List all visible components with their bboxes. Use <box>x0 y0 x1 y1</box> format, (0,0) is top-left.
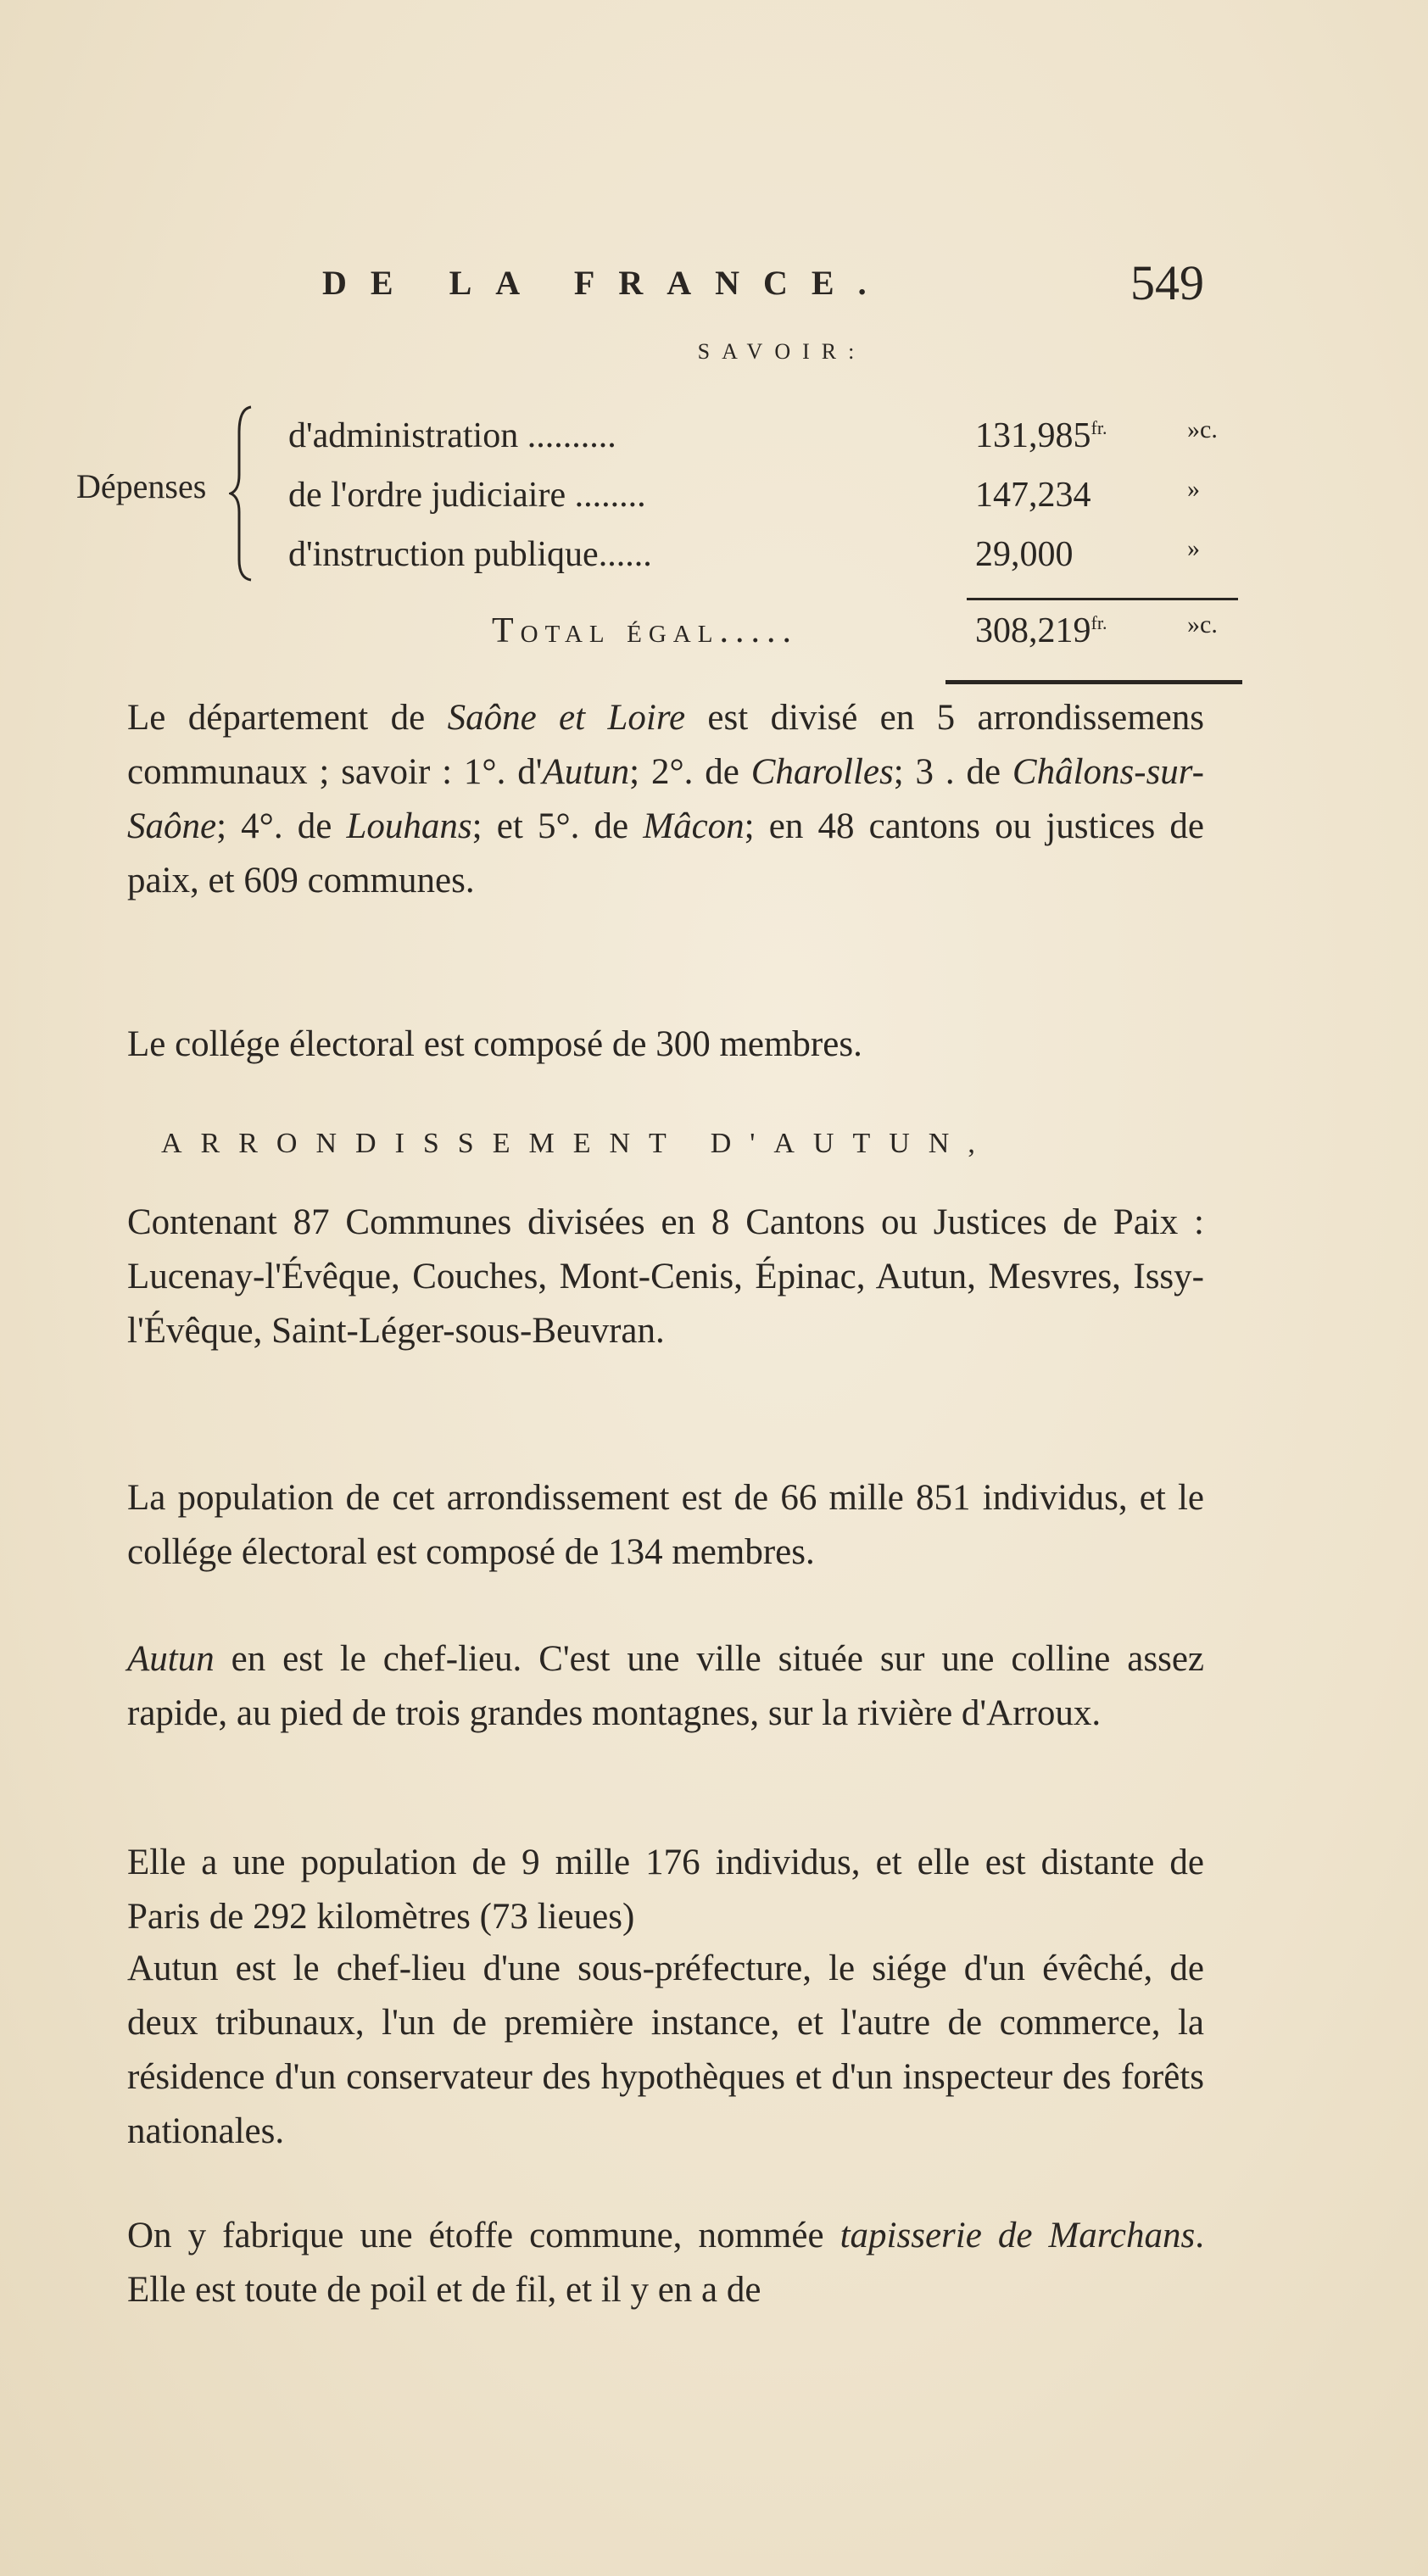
expense-row <box>288 415 1221 466</box>
paragraph-college: Le collége électoral est composé de 300 membres. <box>127 1024 862 1064</box>
expense-row-label: d'instruction publique...... <box>288 535 652 574</box>
expense-row-amount: 29,000 <box>975 535 1074 574</box>
paragraph-sous-prefecture: Autun est le chef-lieu d'une sous-préfecture, le siége d'un évêché, de deux tribunaux, l'un de première instance, et l'autre de commerce, la résidence d'un conservateur des hypothèques et d'un inspecteur des forêts nationales. <box>127 1949 1204 2151</box>
paragraph-fabrique: On y fabrique une étoffe commune, nommée tapisserie de Marchans. Elle est toute de poil et de fil, et il y en a de <box>127 2216 1204 2310</box>
total-row <box>492 611 1255 661</box>
expenses-label: Dépenses <box>76 467 207 505</box>
expense-row-amount: 147,234 <box>975 476 1091 515</box>
expense-row-label: de l'ordre judiciaire ........ <box>288 476 646 515</box>
expense-row-cents: »c. <box>1187 415 1218 443</box>
total-rule <box>945 680 1242 684</box>
expense-row-amount: $131,985^{fr.}$ <box>975 416 1107 455</box>
paragraph-ville-population: Elle a une population de 9 mille 176 individus, et elle est distante de Paris de 292 kilomètres (73 lieues) <box>127 1843 1204 1937</box>
paragraph-departement: Le département de Saône et Loire est divisé en 5 arrondissemens communaux ; savoir : 1°. d'Autun; 2°. de Charolles; 3 . de Châlons-sur-Saône; 4°. de Louhans; et 5°. de Mâcon; en 48 cantons ou justices de paix, et 609 communes. <box>127 698 1204 900</box>
expense-row-label: d'administration .......... <box>288 416 616 455</box>
page-number: 549 <box>1130 255 1204 310</box>
paragraph-cantons: Contenant 87 Communes divisées en 8 Cantons ou Justices de Paix : Lucenay-l'Évêque, Couches, Mont-Cenis, Épinac, Autun, Mesvres, Issy-l'Évêque, Saint-Léger-sous-Beuvran. <box>127 1202 1204 1351</box>
savoir-heading: SAVOIR: <box>697 339 867 364</box>
section-heading: ARRONDISSEMENT D'AUTUN, <box>161 1128 994 1159</box>
expense-row <box>288 534 1221 585</box>
paragraph-chef-lieu: Autun en est le chef-lieu. C'est une ville située sur une colline assez rapide, au pied de trois grandes montagnes, sur la rivière d'Arroux. <box>127 1639 1204 1733</box>
expense-row-cents: » <box>1187 475 1200 503</box>
sum-rule <box>967 598 1238 600</box>
total-amount: $308,219^{fr.}$ <box>975 611 1107 650</box>
total-cents: »c. <box>1187 611 1218 638</box>
running-title: DE LA FRANCE. <box>322 264 890 302</box>
brace-icon <box>229 399 254 585</box>
expenses-table <box>68 399 1238 670</box>
expense-row <box>288 475 1221 526</box>
expense-row-cents: » <box>1187 534 1200 562</box>
paragraph-population: La population de cet arrondissement est de 66 mille 851 individus, et le collége électoral est composé de 134 membres. <box>127 1478 1204 1572</box>
page-header <box>322 254 1204 322</box>
total-label: Total égal..... <box>492 611 798 650</box>
